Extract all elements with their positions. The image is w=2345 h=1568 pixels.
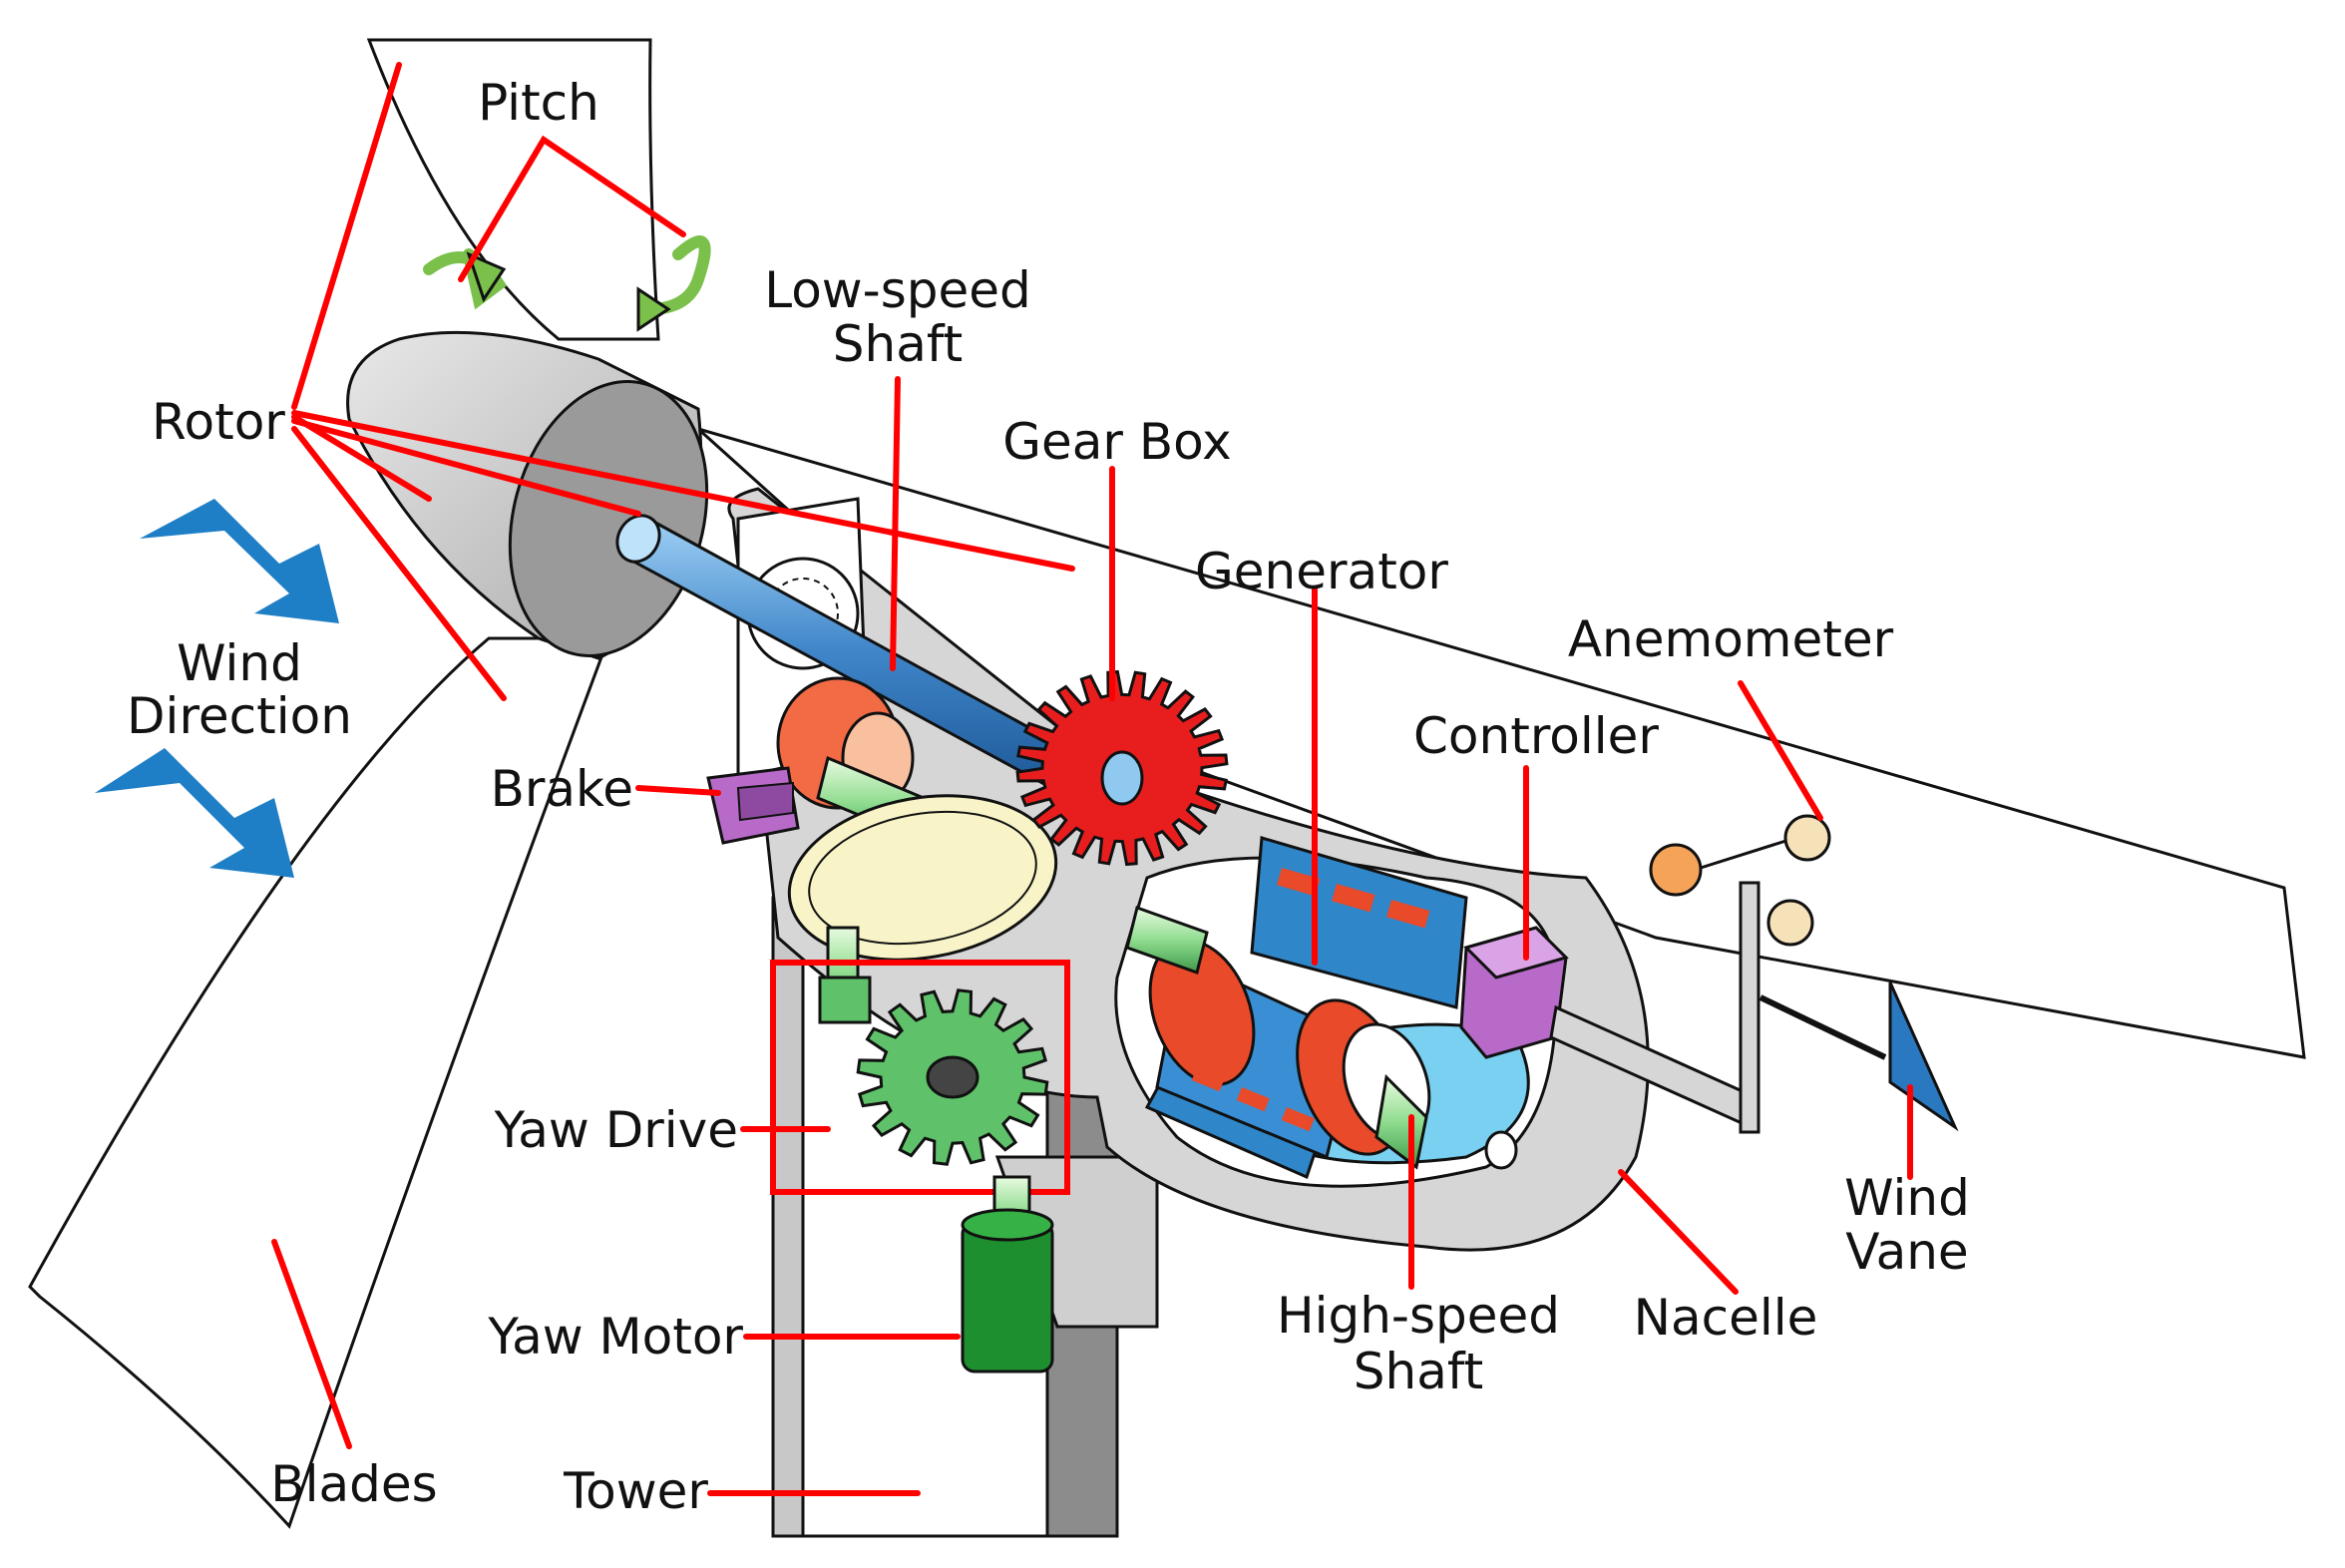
label-wind-vane-line1: Wind: [1844, 1169, 1970, 1227]
rotor-hub: [348, 332, 736, 677]
label-nacelle: Nacelle: [1633, 1289, 1818, 1347]
label-controller: Controller: [1413, 707, 1659, 765]
label-brake: Brake: [490, 760, 633, 818]
label-gear-box: Gear Box: [1002, 413, 1232, 471]
label-high-speed-shaft-line1: High-speed: [1276, 1287, 1561, 1345]
label-high-speed-shaft-line2: Shaft: [1353, 1343, 1484, 1400]
label-wind-direction-line2: Direction: [127, 687, 352, 745]
label-rotor: Rotor: [152, 393, 285, 451]
label-anemometer: Anemometer: [1567, 610, 1894, 668]
brake-leader: [638, 788, 718, 793]
label-wind-direction-line1: Wind: [177, 634, 302, 692]
label-low-speed-shaft-line2: Shaft: [832, 315, 964, 373]
label-blades: Blades: [270, 1455, 438, 1513]
label-low-speed-shaft-line1: Low-speed: [764, 261, 1031, 319]
label-tower: Tower: [564, 1462, 708, 1520]
label-yaw-drive: Yaw Drive: [494, 1101, 738, 1159]
wind-vane: [1760, 982, 1955, 1127]
label-wind-vane-line2: Vane: [1845, 1223, 1969, 1281]
label-generator: Generator: [1195, 543, 1448, 600]
label-pitch: Pitch: [478, 74, 599, 132]
nacelle-leader: [1621, 1172, 1736, 1292]
label-yaw-motor: Yaw Motor: [488, 1308, 743, 1366]
